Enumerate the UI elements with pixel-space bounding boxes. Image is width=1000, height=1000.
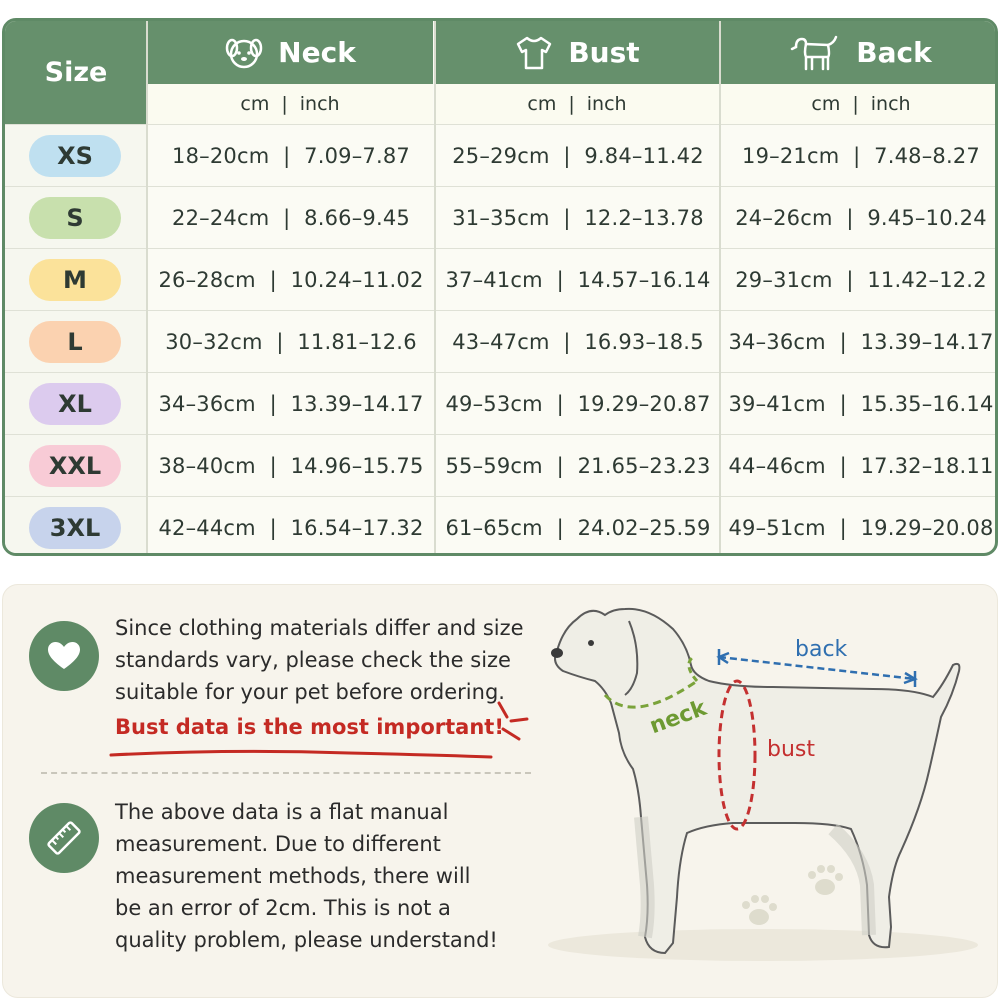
neck-header-title: Neck <box>278 36 356 69</box>
note-line: suitable for your pet before ordering. <box>115 680 505 704</box>
ruler-icon <box>29 803 99 873</box>
bust-cell: 25–29cm | 9.84–11.42 <box>452 143 704 168</box>
back-cell: 34–36cm | 13.39–14.17 <box>728 329 994 354</box>
unit-separator: | <box>568 93 575 115</box>
back-cell: 29–31cm | 11.42–12.2 <box>735 267 987 292</box>
neck-cell: 26–28cm | 10.24–11.02 <box>158 267 424 292</box>
back-cell: 39–41cm | 15.35–16.14 <box>728 391 994 416</box>
dog-measurement-diagram <box>533 585 993 997</box>
note-line: Since clothing materials differ and size <box>115 616 524 640</box>
size-badge: XS <box>29 135 121 177</box>
neck-cell: 34–36cm | 13.39–14.17 <box>158 391 424 416</box>
back-label: back <box>795 637 848 662</box>
important-note: Bust data is the most important! <box>115 715 504 739</box>
paw-print-icon <box>742 895 777 925</box>
neck-cell: 22–24cm | 8.66–9.45 <box>172 205 410 230</box>
neck-cell: 30–32cm | 11.81–12.6 <box>165 329 417 354</box>
size-badge: L <box>29 321 121 363</box>
bust-cell: 49–53cm | 19.29–20.87 <box>445 391 711 416</box>
column-divider <box>146 21 148 553</box>
size-badge: XL <box>29 383 121 425</box>
unit-separator: | <box>852 93 859 115</box>
back-units <box>721 84 998 124</box>
bust-header-title: Bust <box>568 36 640 69</box>
unit-separator: | <box>281 93 288 115</box>
bust-cell: 55–59cm | 21.65–23.23 <box>445 453 711 478</box>
bust-cell: 43–47cm | 16.93–18.5 <box>452 329 704 354</box>
unit-cm: cm <box>811 93 841 115</box>
paw-print-icon <box>808 865 843 895</box>
back-cell: 49–51cm | 19.29–20.08 <box>728 515 994 540</box>
neck-cell: 38–40cm | 14.96–15.75 <box>158 453 424 478</box>
neck-cell: 42–44cm | 16.54–17.32 <box>158 515 424 540</box>
unit-cm: cm <box>527 93 557 115</box>
column-divider <box>719 21 721 553</box>
neck-header <box>147 21 433 84</box>
unit-inch: inch <box>870 93 911 115</box>
bust-units <box>435 84 719 124</box>
dog-face-icon <box>224 33 264 73</box>
note-measurement <box>115 796 515 956</box>
dog-back-icon <box>790 33 842 73</box>
table-row <box>5 372 998 433</box>
note-line: measurement methods, there will <box>115 864 471 888</box>
note-line: quality problem, please understand! <box>115 928 498 952</box>
size-header: Size <box>5 21 147 124</box>
divider <box>41 772 531 774</box>
bust-header <box>435 21 719 84</box>
note-line: The above data is a flat manual <box>115 800 449 824</box>
note-line: standards vary, please check the size <box>115 648 511 672</box>
size-badge: S <box>29 197 121 239</box>
size-badge: M <box>29 259 121 301</box>
neck-units <box>147 84 433 124</box>
note-line: be an error of 2cm. This is not a <box>115 896 451 920</box>
neck-cell: 18–20cm | 7.09–7.87 <box>172 143 410 168</box>
back-cell: 24–26cm | 9.45–10.24 <box>735 205 987 230</box>
table-row <box>5 434 998 495</box>
underline-squiggle <box>109 745 539 765</box>
size-badge: XXL <box>29 445 121 487</box>
unit-inch: inch <box>299 93 340 115</box>
notes-panel <box>2 584 998 998</box>
bust-cell: 61–65cm | 24.02–25.59 <box>445 515 711 540</box>
column-divider <box>434 21 436 553</box>
back-cell: 44–46cm | 17.32–18.11 <box>728 453 994 478</box>
size-chart-table <box>2 18 998 556</box>
back-cell: 19–21cm | 7.48–8.27 <box>742 143 980 168</box>
unit-cm: cm <box>240 93 270 115</box>
table-row <box>5 124 998 185</box>
bust-label: bust <box>767 737 815 762</box>
table-row <box>5 310 998 371</box>
table-row <box>5 496 998 556</box>
back-header <box>721 21 998 84</box>
emphasis-marks-icon <box>493 699 533 747</box>
size-badge: 3XL <box>29 507 121 549</box>
bust-cell: 31–35cm | 12.2–13.78 <box>452 205 704 230</box>
table-row <box>5 248 998 309</box>
note-line: measurement. Due to different <box>115 832 441 856</box>
note-materials <box>115 612 524 708</box>
table-row <box>5 186 998 247</box>
unit-inch: inch <box>586 93 627 115</box>
heart-icon <box>29 621 99 691</box>
back-header-title: Back <box>856 36 932 69</box>
neck-label: neck <box>646 695 710 740</box>
ground-shadow <box>548 929 978 961</box>
bust-cell: 37–41cm | 14.57–16.14 <box>445 267 711 292</box>
shirt-icon <box>514 34 554 72</box>
